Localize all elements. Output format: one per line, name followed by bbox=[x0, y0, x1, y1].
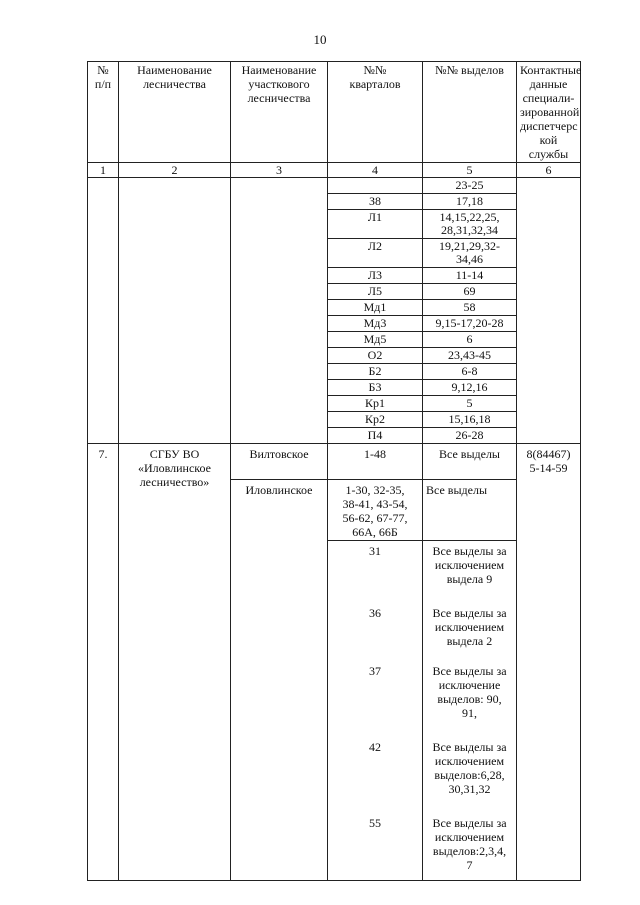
quarter-cell: О2 bbox=[328, 348, 423, 364]
header-district-forestry: Наименование участкового лесничества bbox=[231, 62, 328, 163]
quarter-cell: 1-48 bbox=[328, 444, 423, 480]
quarter-cell: Л5 bbox=[328, 284, 423, 300]
quarter-cell: Л2 bbox=[328, 239, 423, 268]
header-num: № п/п bbox=[88, 62, 119, 163]
contact-cell: 8(84467) 5-14-59 bbox=[517, 444, 581, 881]
plots-cell: Все выделы за исключением выделов:2,3,4, 7 bbox=[423, 813, 517, 881]
table-row-7 bbox=[88, 444, 581, 480]
quarter-cell: Мд5 bbox=[328, 332, 423, 348]
plots-cell: Все выделы за исключение выделов: 90, 91, bbox=[423, 661, 517, 737]
plots-cell: 23-25 bbox=[423, 178, 517, 194]
header-row bbox=[88, 62, 581, 163]
header-contact: Контактные данные специали- зированной диспетчерс кой службы bbox=[517, 62, 581, 163]
col-number: 4 bbox=[328, 163, 423, 178]
quarter-cell: 36 bbox=[328, 603, 423, 661]
header-plots: №№ выделов bbox=[423, 62, 517, 163]
table-row bbox=[88, 178, 581, 194]
quarter-cell: З8 bbox=[328, 194, 423, 210]
plots-cell: Все выделы за исключением выдела 9 bbox=[423, 541, 517, 603]
quarter-cell: Б2 bbox=[328, 364, 423, 380]
plots-cell: Все выделы за исключением выдела 2 bbox=[423, 603, 517, 661]
cont-contact-cell bbox=[517, 178, 581, 444]
cont-district-cell bbox=[231, 178, 328, 444]
plots-cell: 17,18 bbox=[423, 194, 517, 210]
plots-cell: 9,12,16 bbox=[423, 380, 517, 396]
plots-cell: 5 bbox=[423, 396, 517, 412]
quarter-cell: Мд3 bbox=[328, 316, 423, 332]
quarter-cell: Б3 bbox=[328, 380, 423, 396]
cont-forestry-cell bbox=[119, 178, 231, 444]
col-number: 6 bbox=[517, 163, 581, 178]
quarter-cell: П4 bbox=[328, 428, 423, 444]
plots-cell: 9,15-17,20-28 bbox=[423, 316, 517, 332]
district-name: Вилтовское bbox=[231, 444, 328, 480]
plots-cell: 6-8 bbox=[423, 364, 517, 380]
col-number: 5 bbox=[423, 163, 517, 178]
header-forestry: Наименование лесничества bbox=[119, 62, 231, 163]
plots-cell: 15,16,18 bbox=[423, 412, 517, 428]
quarter-cell bbox=[328, 178, 423, 194]
plots-cell: 14,15,22,25, 28,31,32,34 bbox=[423, 210, 517, 239]
district-name: Иловлинское bbox=[231, 480, 328, 881]
quarter-cell: 42 bbox=[328, 737, 423, 813]
quarter-cell: Кр1 bbox=[328, 396, 423, 412]
plots-cell: 6 bbox=[423, 332, 517, 348]
col-number: 3 bbox=[231, 163, 328, 178]
quarter-cell: 55 bbox=[328, 813, 423, 881]
quarter-cell: 1-30, 32-35, 38-41, 43-54, 56-62, 67-77, 66А, 66Б bbox=[328, 480, 423, 541]
quarter-cell: 31 bbox=[328, 541, 423, 603]
header-quarters: №№ кварталов bbox=[328, 62, 423, 163]
forestry-name: СГБУ ВО «Иловлинское лесничество» bbox=[119, 444, 231, 881]
col-number: 1 bbox=[88, 163, 119, 178]
plots-cell: 19,21,29,32- 34,46 bbox=[423, 239, 517, 268]
plots-cell: 26-28 bbox=[423, 428, 517, 444]
quarter-cell: 37 bbox=[328, 661, 423, 737]
column-number-row bbox=[88, 163, 581, 178]
page-number: 10 bbox=[313, 32, 327, 47]
quarter-cell: Кр2 bbox=[328, 412, 423, 428]
quarter-cell: Л1 bbox=[328, 210, 423, 239]
row-number: 7. bbox=[88, 444, 119, 881]
plots-cell: 11-14 bbox=[423, 268, 517, 284]
quarter-cell: Л3 bbox=[328, 268, 423, 284]
quarter-cell: Мд1 bbox=[328, 300, 423, 316]
plots-cell: 69 bbox=[423, 284, 517, 300]
forestry-table bbox=[87, 61, 581, 881]
plots-cell: Все выделы bbox=[423, 444, 517, 480]
plots-cell: 23,43-45 bbox=[423, 348, 517, 364]
plots-cell: Все выделы bbox=[423, 480, 517, 541]
plots-cell: 58 bbox=[423, 300, 517, 316]
plots-cell: Все выделы за исключением выделов:6,28, 30,31,32 bbox=[423, 737, 517, 813]
col-number: 2 bbox=[119, 163, 231, 178]
cont-num-cell bbox=[88, 178, 119, 444]
